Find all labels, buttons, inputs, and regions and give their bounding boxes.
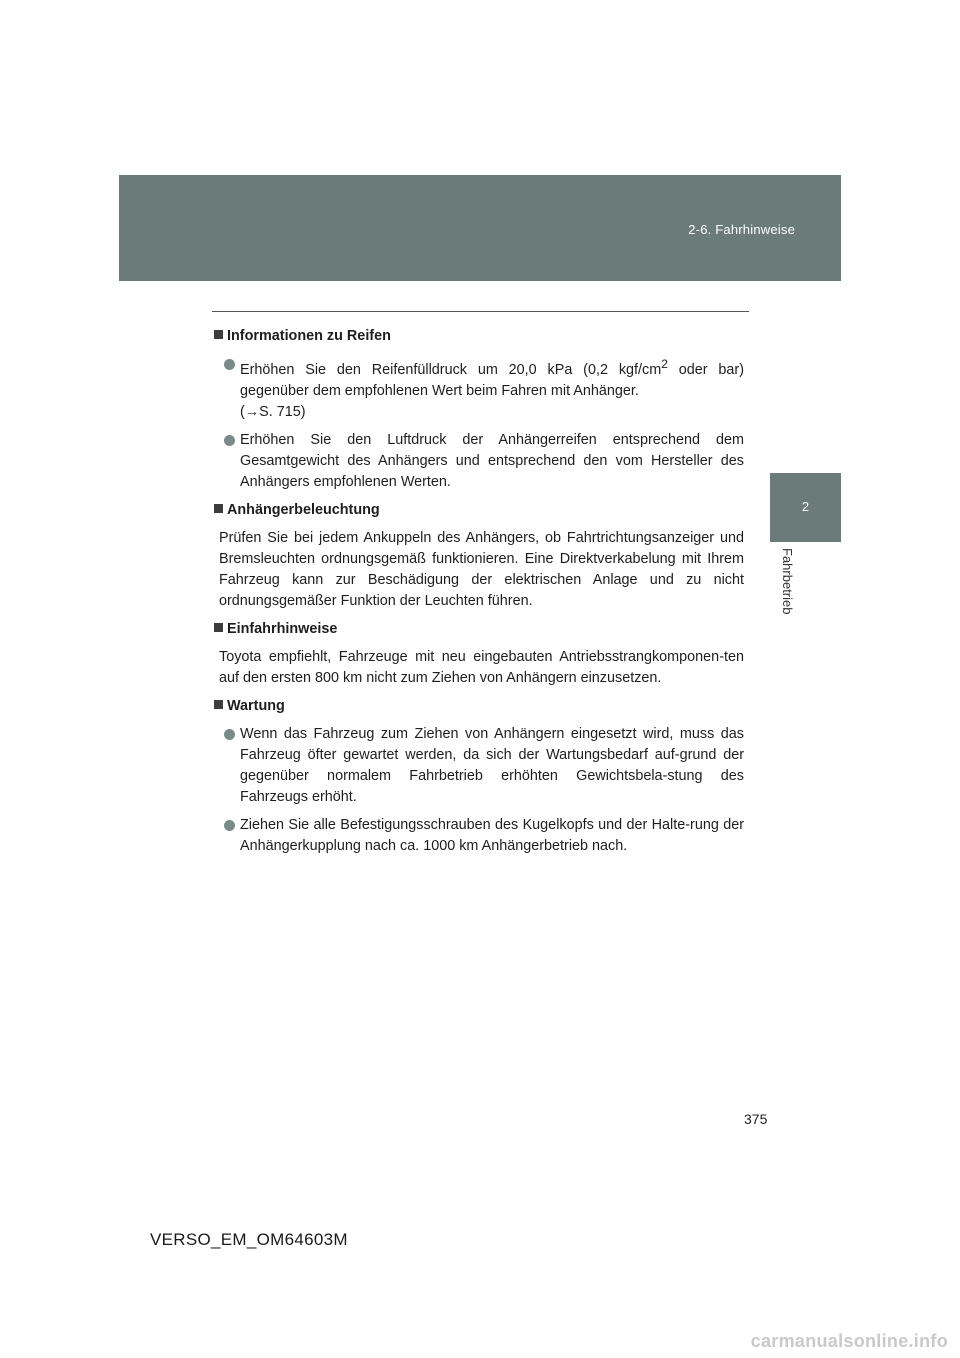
watermark: carmanualsonline.info [750, 1331, 948, 1351]
bullet-item: Wenn das Fahrzeug zum Ziehen von Anhängern eingesetzt wird, muss das Fahrzeug öfter gewartet werden, da sich der Wartungsbedarf auf-grund der gegenüber normalem Fahrbetrieb erhöhten Gewichtsbela-stung des Fahrzeugs erhöht. [214, 724, 744, 808]
square-bullet-icon [214, 504, 223, 513]
page-number: 375 [744, 1111, 768, 1127]
bullet-item: Erhöhen Sie den Reifenfülldruck um 20,0 kPa (0,2 kgf/$cm^2$ oder bar) gegenüber dem empfohlenen Wert beim Fahren mit Anhänger. (→S. 715) [214, 354, 744, 423]
chapter-label [780, 548, 804, 648]
bullet-item: Erhöhen Sie den Luftdruck der Anhängerreifen entsprechend dem Gesamtgewicht des Anhängers und entsprechend den vom Hersteller des Anhängers empfohlenen Werten. [214, 430, 744, 493]
section-title: 2-6. Fahrhinweise [688, 222, 795, 237]
bullet-item: Ziehen Sie alle Befestigungsschrauben des Kugelkopfs und der Halte-rung der Anhängerkupplung nach ca. 1000 km Anhängerbetrieb nach. [214, 815, 744, 857]
page-reference[interactable]: (→S. 715) [240, 403, 306, 420]
round-bullet-icon [224, 435, 235, 446]
section-heading: Anhängerbeleuchtung [214, 500, 744, 521]
round-bullet-icon [224, 820, 235, 831]
square-bullet-icon [214, 330, 223, 339]
round-bullet-icon [224, 359, 235, 370]
section-anhaengerbeleuchtung [214, 500, 744, 612]
main-content [214, 326, 744, 864]
section-wartung [214, 696, 744, 857]
round-bullet-icon [224, 729, 235, 740]
section-heading: Einfahrhinweise [214, 619, 744, 640]
chapter-tab [770, 473, 841, 542]
chapter-label-text: Fahrbetrieb [780, 548, 795, 615]
section-paragraph: Toyota empfiehlt, Fahrzeuge mit neu eingebauten Antriebsstrangkomponen-ten auf den ersten 800 km nicht zum Ziehen von Anhängern einzusetzen. [219, 648, 744, 686]
square-bullet-icon [214, 623, 223, 632]
section-paragraph: Prüfen Sie bei jedem Ankuppeln des Anhängers, ob Fahrtrichtungsanzeiger und Bremsleuchten ordnungsgemäß funktionieren. Eine Direktverkabelung mit Ihrem Fahrzeug kann zur Beschädigung der elektrischen Anlage und zu nicht ordnungsgemäßer Funktion der Leuchten führen. [219, 529, 744, 609]
divider-rule [212, 311, 749, 312]
document-code: VERSO_EM_OM64603M [150, 1230, 348, 1249]
chapter-number: 2 [801, 499, 810, 514]
header-band [119, 175, 841, 281]
square-bullet-icon [214, 700, 223, 709]
section-einfahrhinweise [214, 619, 744, 689]
section-heading: Informationen zu Reifen [214, 326, 744, 347]
section-heading: Wartung [214, 696, 744, 717]
section-reifen [214, 326, 744, 493]
